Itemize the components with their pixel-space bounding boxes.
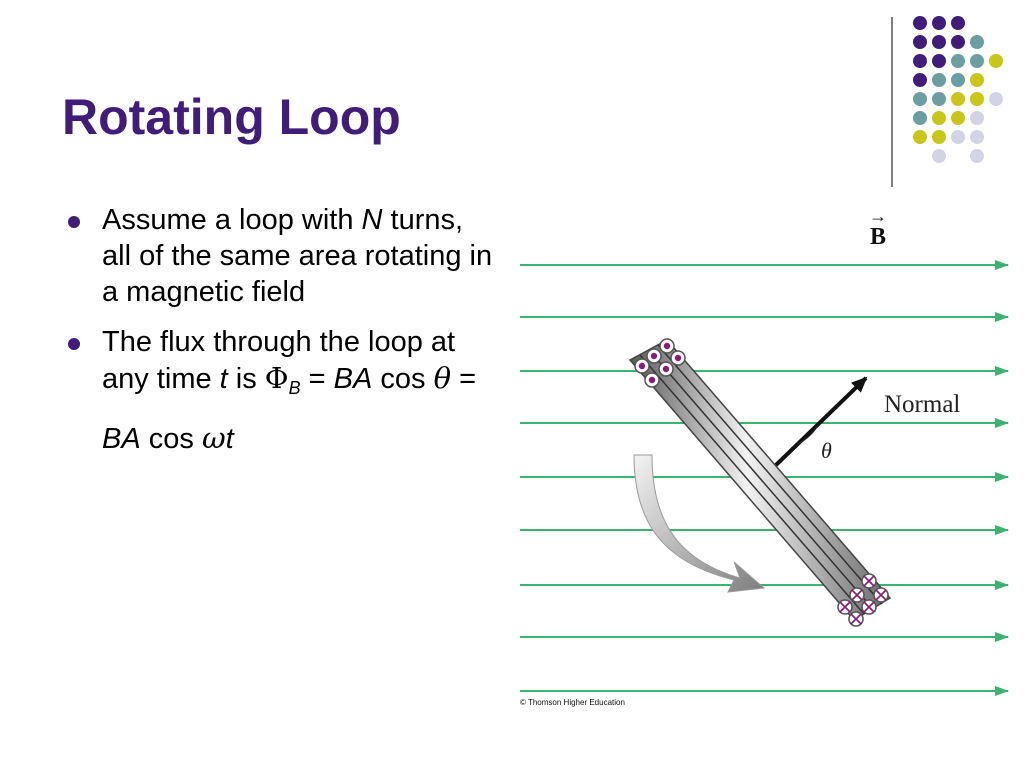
bullet-text: cos bbox=[372, 363, 434, 395]
bullet-item-loop-assumption bbox=[68, 202, 498, 310]
coil-bundle bbox=[630, 340, 890, 620]
theta-symbol: θ bbox=[433, 361, 452, 395]
bullet-marker bbox=[68, 338, 80, 350]
normal-label: Normal bbox=[884, 391, 961, 418]
equation-text: cos bbox=[140, 423, 202, 455]
bullet-list bbox=[68, 202, 498, 457]
omega-symbol: ω bbox=[201, 421, 226, 455]
slide-title: Rotating Loop bbox=[62, 89, 401, 145]
flux-equation-continuation bbox=[68, 420, 498, 457]
bullet-text: The flux through the loop at any time bbox=[102, 326, 456, 395]
bullet-item-flux bbox=[68, 324, 498, 406]
bullet-text: = bbox=[300, 363, 334, 395]
ba-variable: BA bbox=[102, 423, 141, 455]
image-credit: © Thomson Higher Education bbox=[520, 698, 625, 707]
decorative-dot-grid bbox=[0, 0, 1024, 200]
rotating-loop-figure bbox=[512, 200, 1012, 715]
time-variable: t bbox=[219, 363, 228, 395]
theta-label: θ bbox=[821, 438, 832, 463]
vector-arrow-icon: → bbox=[869, 206, 887, 226]
field-label: B bbox=[870, 224, 887, 250]
ba-variable: BA bbox=[333, 363, 373, 395]
turns-variable: N bbox=[361, 204, 383, 236]
flux-subscript: B bbox=[288, 378, 301, 398]
flux-symbol: Φ bbox=[264, 361, 289, 395]
bullet-text: Assume a loop with bbox=[102, 204, 362, 236]
bullet-text: turns, all of the same area rotating in a magnetic field bbox=[102, 204, 493, 308]
bullet-marker bbox=[68, 216, 80, 228]
bullet-text: = bbox=[451, 363, 477, 395]
bullet-text: is bbox=[227, 363, 265, 395]
time-variable: t bbox=[225, 423, 234, 455]
